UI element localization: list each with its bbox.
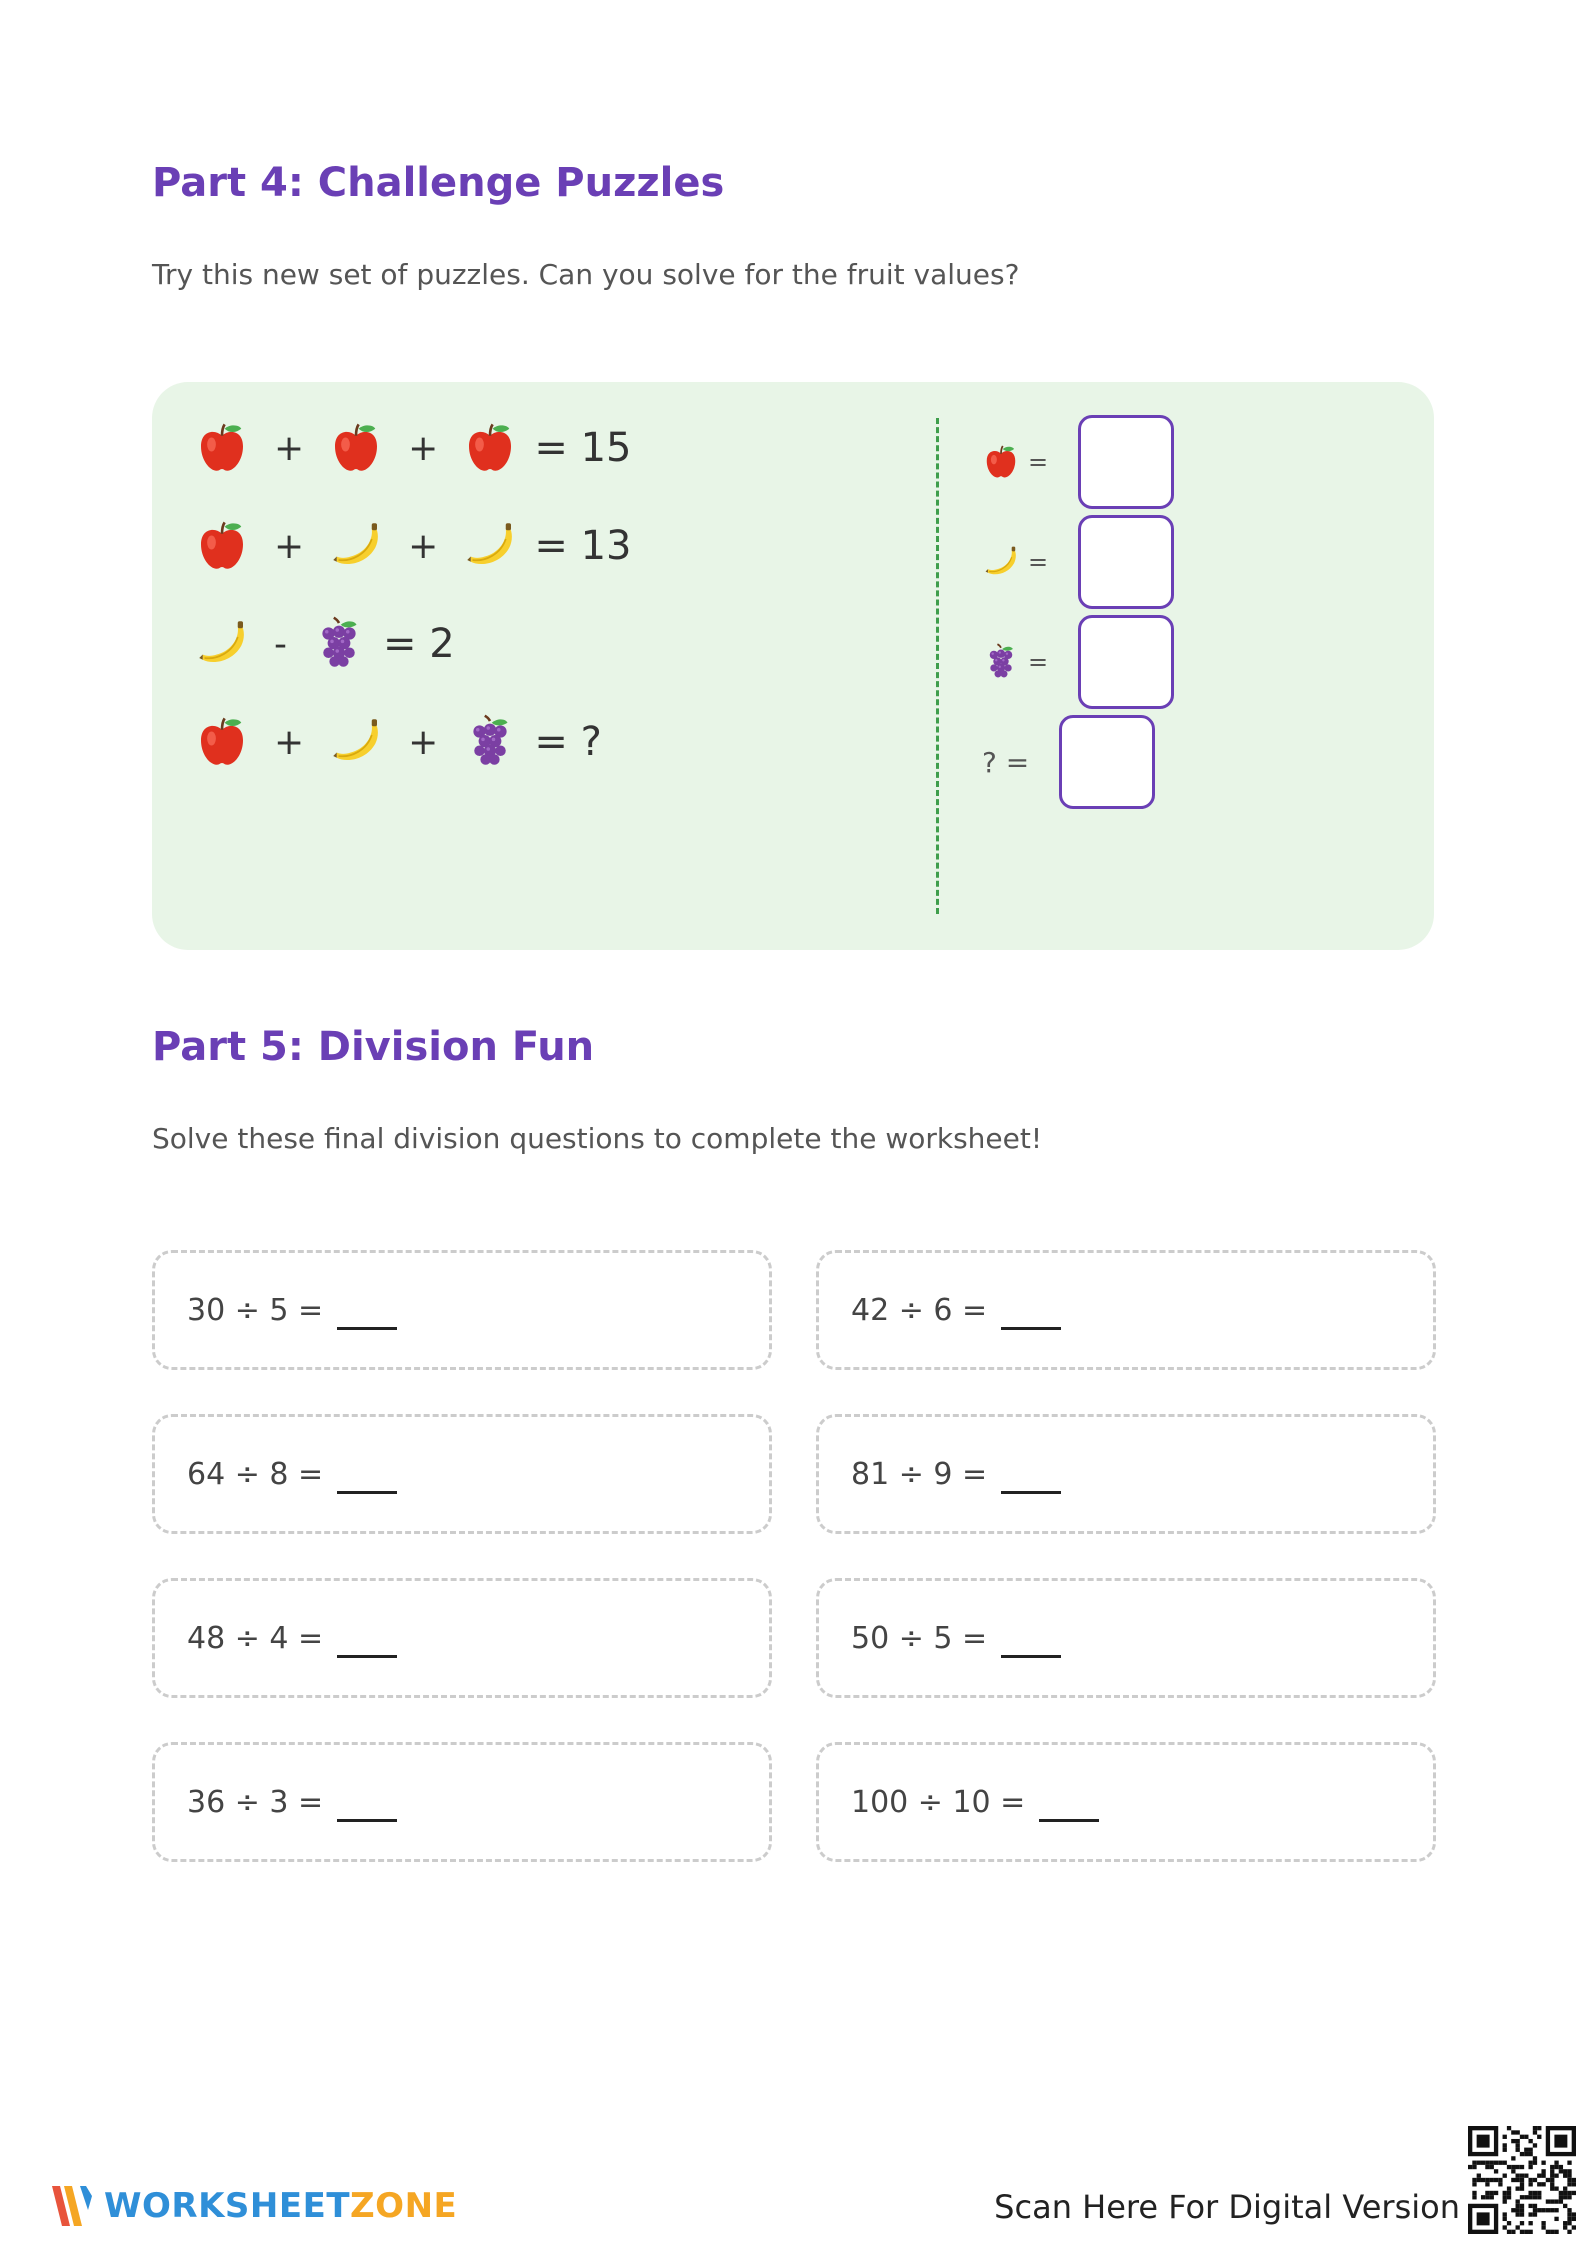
division-question: 48 ÷ 4 =: [187, 1620, 324, 1656]
division-question: 30 ÷ 5 =: [187, 1292, 324, 1328]
banana-icon: [328, 714, 384, 770]
division-question: 100 ÷ 10 =: [851, 1784, 1026, 1820]
operator: +: [408, 427, 439, 469]
grapes-icon: [982, 643, 1020, 681]
answer-equals: =: [1028, 548, 1049, 576]
operator: -: [274, 623, 287, 665]
puzzle-panel: [152, 382, 1434, 950]
part5-title: Part 5: Division Fun: [152, 1024, 595, 1070]
equation-result: = 15: [534, 425, 632, 471]
answer-equals: =: [1028, 448, 1049, 476]
qr-code-icon[interactable]: [1468, 2126, 1576, 2234]
division-card: [152, 1578, 772, 1698]
fruit-token: [328, 420, 384, 476]
banana-icon: [328, 518, 384, 574]
fruit-token: [328, 714, 384, 770]
answer-row: [982, 412, 1174, 512]
apple-icon: [328, 420, 384, 476]
division-question: 64 ÷ 8 =: [187, 1456, 324, 1492]
fruit-token: [462, 714, 518, 770]
equation-result: = 13: [534, 523, 632, 569]
answer-blank[interactable]: [1001, 1291, 1061, 1330]
division-card: [816, 1742, 1436, 1862]
division-card: [816, 1414, 1436, 1534]
answer-box[interactable]: [1078, 515, 1174, 609]
division-card: [816, 1250, 1436, 1370]
banana-icon: [982, 543, 1020, 581]
division-question: 36 ÷ 3 =: [187, 1784, 324, 1820]
grapes-icon: [462, 714, 518, 770]
answer-row: [982, 512, 1174, 612]
division-question: 50 ÷ 5 =: [851, 1620, 988, 1656]
apple-icon: [194, 714, 250, 770]
operator: +: [274, 721, 305, 763]
brand-name: WORKSHEETZONE: [104, 2186, 458, 2226]
answer-row: [982, 612, 1174, 712]
fruit-token: [194, 518, 250, 574]
part4-intro: Try this new set of puzzles. Can you solve for the fruit values?: [152, 258, 1020, 291]
fruit-token: [462, 518, 518, 574]
equation-result: = ?: [534, 719, 602, 765]
answer-box[interactable]: [1078, 615, 1174, 709]
puzzle-divider: [936, 418, 939, 914]
worksheetzone-logo: [50, 2180, 457, 2232]
answer-blank[interactable]: [1001, 1619, 1061, 1658]
answer-equals: =: [1028, 648, 1049, 676]
banana-icon: [194, 616, 250, 672]
logo-mark-icon: [50, 2180, 94, 2232]
answer-blank[interactable]: [1001, 1455, 1061, 1494]
division-card: [816, 1578, 1436, 1698]
division-question: 42 ÷ 6 =: [851, 1292, 988, 1328]
banana-icon: [462, 518, 518, 574]
operator: +: [274, 427, 305, 469]
apple-icon: [982, 443, 1020, 481]
answer-box[interactable]: [1059, 715, 1155, 809]
fruit-token: [328, 518, 384, 574]
puzzle-equation: [194, 416, 631, 480]
answer-question-label: ? =: [982, 745, 1030, 779]
answer-blank[interactable]: [337, 1783, 397, 1822]
division-card: [152, 1414, 772, 1534]
fruit-token: [194, 420, 250, 476]
operator: +: [274, 525, 305, 567]
answer-blank[interactable]: [337, 1291, 397, 1330]
answer-row: [982, 712, 1155, 812]
apple-icon: [462, 420, 518, 476]
puzzle-equation: [194, 514, 631, 578]
equation-result: = 2: [383, 621, 455, 667]
division-card: [152, 1250, 772, 1370]
division-card: [152, 1742, 772, 1862]
fruit-token: [311, 616, 367, 672]
apple-icon: [194, 518, 250, 574]
fruit-token: [194, 616, 250, 672]
part5-intro: Solve these final division questions to complete the worksheet!: [152, 1122, 1043, 1155]
answer-blank[interactable]: [1039, 1783, 1099, 1822]
apple-icon: [194, 420, 250, 476]
answer-blank[interactable]: [337, 1455, 397, 1494]
answer-box[interactable]: [1078, 415, 1174, 509]
puzzle-equation: [194, 612, 455, 676]
fruit-token: [462, 420, 518, 476]
operator: +: [408, 525, 439, 567]
puzzle-equation: [194, 710, 602, 774]
grapes-icon: [311, 616, 367, 672]
answer-blank[interactable]: [337, 1619, 397, 1658]
part4-title: Part 4: Challenge Puzzles: [152, 160, 725, 206]
operator: +: [408, 721, 439, 763]
fruit-token: [194, 714, 250, 770]
division-question: 81 ÷ 9 =: [851, 1456, 988, 1492]
scan-text: Scan Here For Digital Version: [994, 2188, 1460, 2226]
